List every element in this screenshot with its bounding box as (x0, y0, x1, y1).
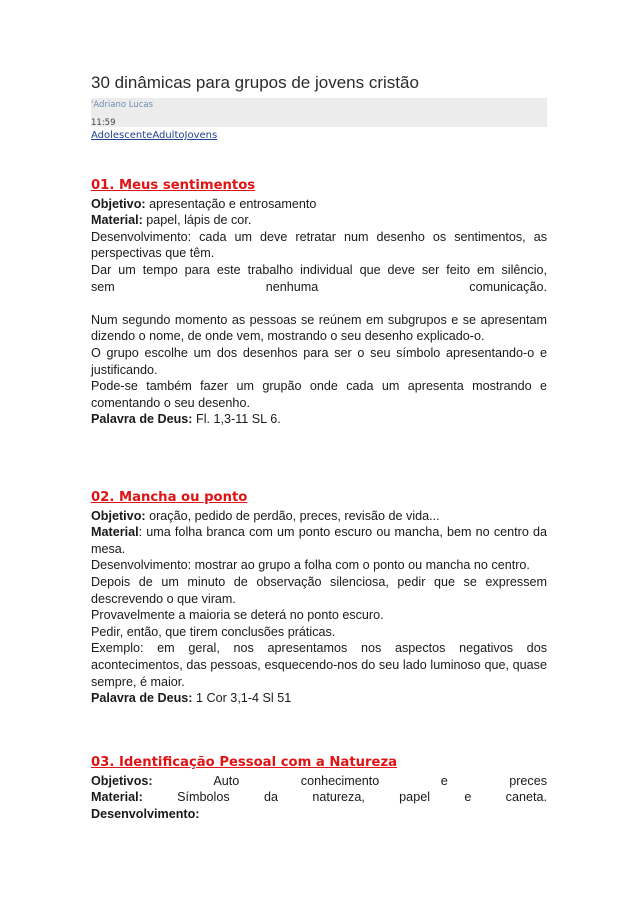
objetivo-line (91, 196, 547, 213)
material-text: Símbolos da natureza, papel e caneta. (142, 790, 547, 805)
spacer (91, 295, 547, 312)
objetivo-line (91, 773, 547, 790)
material-text: papel, lápis de cor. (142, 213, 252, 228)
post-tags-link[interactable]: AdolescenteAdultoJovens (91, 130, 218, 141)
post-title: 30 dinâmicas para grupos de jovens cristão (91, 73, 419, 92)
paragraph: Desenvolvimento: cada um deve retratar num desenho os sentimentos, as perspectivas que têm. (91, 229, 547, 261)
objetivo-line (91, 508, 547, 525)
material-line (91, 212, 547, 229)
paragraph: sem nenhuma comunicação. (91, 279, 547, 294)
objetivo-label: Objetivo: (91, 196, 146, 211)
paragraph: Depois de um minuto de observação silenciosa, pedir que se expressem descrevendo o que viram. (91, 574, 547, 606)
paragraph: Provavelmente a maioria se deterá no ponto escuro. (91, 608, 384, 623)
objetivo-label: Objetivos: (91, 773, 153, 788)
objetivo-text: Auto conhecimento e preces (152, 773, 547, 788)
material-label: Material: (91, 213, 143, 228)
paragraph: O grupo escolhe um dos desenhos para ser o seu símbolo apresentando-o e justificando. (91, 345, 547, 377)
material-text: : uma folha branca com um ponto escuro ou mancha, bem no centro da mesa. (91, 525, 547, 556)
paragraph: Exemplo: em geral, nos apresentamos nos aspectos negativos dos acontecimentos, das pessoas, esquecendo-nos do seu lado luminoso que, quase sempre, é maior. (91, 641, 547, 689)
paragraph: Pedir, então, que tirem conclusões práticas. (91, 624, 336, 639)
post-author-link[interactable]: 'Adriano Lucas (91, 100, 154, 110)
section-heading: 03. Identificação Pessoal com a Natureza (91, 755, 398, 770)
section-meus-sentimentos (91, 178, 547, 428)
palavra-line (91, 411, 547, 428)
palavra-line (91, 690, 547, 707)
material-line (91, 789, 547, 806)
palavra-text: 1 Cor 3,1-4 Sl 51 (192, 691, 292, 706)
section-heading: 02. Mancha ou ponto (91, 490, 248, 505)
desenvolvimento-line (91, 806, 547, 823)
desenvolvimento-label: Desenvolvimento: (91, 806, 200, 821)
material-line (91, 524, 547, 557)
objetivo-text: apresentação e entrosamento (145, 196, 317, 211)
palavra-label: Palavra de Deus: (91, 691, 193, 706)
paragraph: Pode-se também fazer um grupão onde cada um apresenta mostrando e comentando o seu desenho. (91, 379, 547, 410)
section-identificacao-pessoal (91, 755, 547, 822)
section-heading: 01. Meus sentimentos (91, 178, 256, 193)
objetivo-label: Objetivo: (91, 508, 146, 523)
material-label: Material (91, 525, 139, 540)
post-time: 11:59 (91, 118, 116, 128)
section-mancha-ou-ponto (91, 490, 547, 707)
material-label: Material: (91, 790, 143, 805)
paragraph: Num segundo momento as pessoas se reúnem em subgrupos e se apresentam dizendo o nome, de onde vem, mostrando o seu desenho explicado-o. (91, 312, 547, 344)
objetivo-text: oração, pedido de perdão, preces, revisão de vida... (145, 508, 440, 523)
palavra-text: Fl. 1,3-11 SL 6. (192, 412, 281, 427)
paragraph: Dar um tempo para este trabalho individual que deve ser feito em silêncio, (91, 262, 547, 277)
palavra-label: Palavra de Deus: (91, 412, 193, 427)
post-meta-bar (91, 98, 547, 127)
paragraph: Desenvolvimento: mostrar ao grupo a folha com o ponto ou mancha no centro. (91, 558, 530, 573)
